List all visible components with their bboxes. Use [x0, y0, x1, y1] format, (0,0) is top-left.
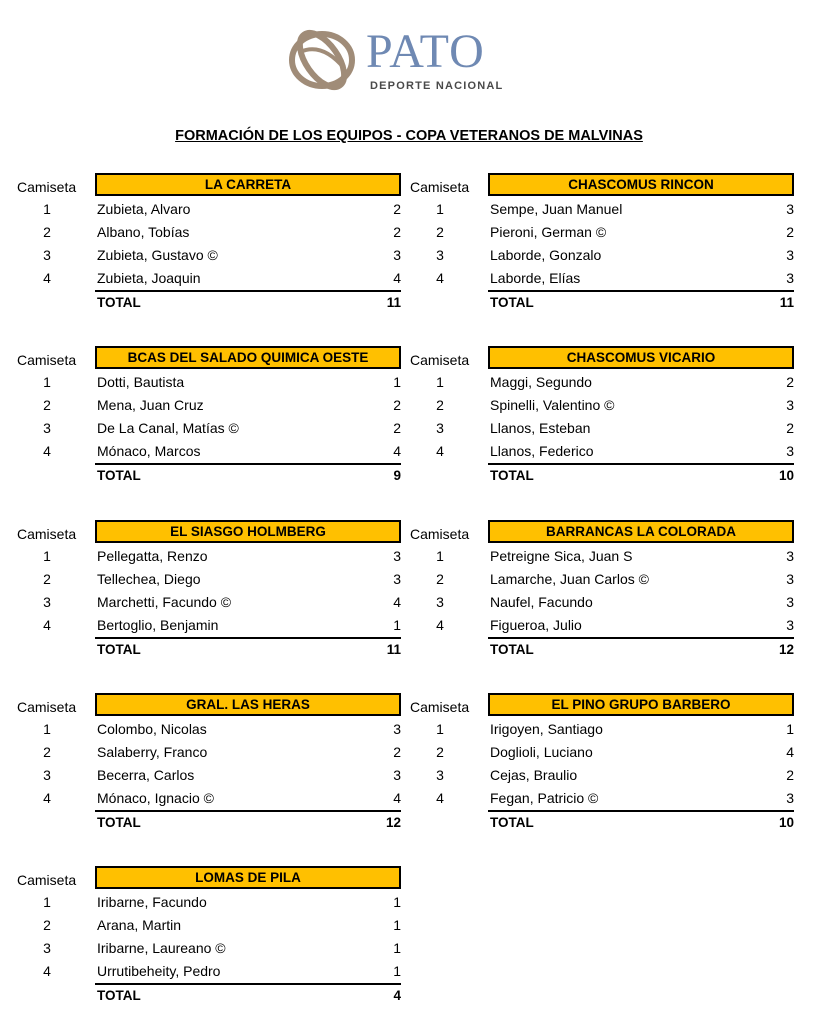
- player-handicap: 4: [393, 443, 401, 459]
- player-handicap: 3: [393, 247, 401, 263]
- player-handicap: 1: [393, 963, 401, 979]
- player-name: Irigoyen, Santiago: [490, 721, 603, 737]
- jersey-number: 3: [43, 767, 51, 783]
- player-name: Zubieta, Alvaro: [97, 201, 191, 217]
- total-label: TOTAL: [97, 642, 141, 657]
- player-handicap: 1: [393, 940, 401, 956]
- jersey-number: 3: [43, 940, 51, 956]
- player-name: Iribarne, Laureano ©: [97, 940, 226, 956]
- total-label: TOTAL: [490, 468, 534, 483]
- total-row: [488, 637, 794, 662]
- jersey-number: 1: [43, 201, 51, 217]
- team-name: LA CARRETA: [95, 173, 401, 196]
- player-row: [17, 591, 407, 614]
- player-row: [17, 960, 407, 983]
- total-label: TOTAL: [490, 815, 534, 830]
- player-handicap: 3: [393, 548, 401, 564]
- player-handicap: 4: [393, 594, 401, 610]
- player-handicap: 3: [786, 594, 794, 610]
- total-value: 11: [779, 295, 794, 310]
- player-name: Bertoglio, Benjamin: [97, 617, 219, 633]
- player-handicap: 1: [393, 917, 401, 933]
- page-title: FORMACIÓN DE LOS EQUIPOS - COPA VETERANOS DE MALVINAS: [175, 128, 643, 144]
- player-handicap: 4: [393, 790, 401, 806]
- team-block: [17, 866, 407, 1016]
- team-block: [410, 173, 800, 323]
- jersey-number: 4: [436, 443, 444, 459]
- total-row: [488, 463, 794, 488]
- player-handicap: 2: [786, 224, 794, 240]
- total-row: [95, 463, 401, 488]
- jersey-number: 4: [43, 617, 51, 633]
- player-row: [17, 764, 407, 787]
- player-name: Lamarche, Juan Carlos ©: [490, 571, 649, 587]
- jersey-number: 1: [436, 548, 444, 564]
- jersey-number: 3: [43, 247, 51, 263]
- player-name: Zubieta, Gustavo ©: [97, 247, 218, 263]
- player-row: [17, 440, 407, 463]
- jersey-number: 3: [436, 594, 444, 610]
- player-row: [410, 417, 800, 440]
- player-handicap: 3: [786, 790, 794, 806]
- player-handicap: 3: [786, 617, 794, 633]
- jersey-number: 1: [436, 201, 444, 217]
- jersey-number: 4: [43, 790, 51, 806]
- player-name: Fegan, Patricio ©: [490, 790, 599, 806]
- player-name: Laborde, Elías: [490, 270, 581, 286]
- player-handicap: 4: [786, 744, 794, 760]
- total-row: [95, 637, 401, 662]
- total-row: [488, 290, 794, 315]
- player-handicap: 3: [786, 443, 794, 459]
- total-label: TOTAL: [490, 642, 534, 657]
- camiseta-label: Camiseta: [17, 352, 77, 368]
- player-row: [17, 937, 407, 960]
- team-name: CHASCOMUS RINCON: [488, 173, 794, 196]
- player-handicap: 1: [786, 721, 794, 737]
- player-handicap: 2: [393, 397, 401, 413]
- team-block: [17, 346, 407, 496]
- player-handicap: 3: [786, 397, 794, 413]
- total-row: [95, 810, 401, 835]
- total-value: 11: [386, 642, 401, 657]
- player-handicap: 3: [786, 247, 794, 263]
- pato-emblem-icon: [284, 22, 364, 98]
- jersey-number: 3: [436, 247, 444, 263]
- player-name: Marchetti, Facundo ©: [97, 594, 232, 610]
- team-name: BCAS DEL SALADO QUIMICA OESTE: [95, 346, 401, 369]
- player-name: Zubieta, Joaquin: [97, 270, 201, 286]
- player-row: [410, 741, 800, 764]
- player-row: [410, 591, 800, 614]
- player-handicap: 2: [393, 201, 401, 217]
- jersey-number: 2: [436, 224, 444, 240]
- player-name: Mónaco, Ignacio ©: [97, 790, 214, 806]
- player-name: Mena, Juan Cruz: [97, 397, 204, 413]
- camiseta-label: Camiseta: [410, 699, 470, 715]
- player-row: [410, 394, 800, 417]
- jersey-number: 1: [436, 721, 444, 737]
- player-handicap: 2: [786, 420, 794, 436]
- total-label: TOTAL: [97, 988, 141, 1003]
- player-name: Doglioli, Luciano: [490, 744, 593, 760]
- player-row: [17, 221, 407, 244]
- player-handicap: 2: [786, 767, 794, 783]
- camiseta-label: Camiseta: [410, 526, 470, 542]
- total-value: 11: [386, 295, 401, 310]
- jersey-number: 2: [43, 917, 51, 933]
- jersey-number: 4: [43, 443, 51, 459]
- player-name: Colombo, Nicolas: [97, 721, 207, 737]
- team-block: [17, 173, 407, 323]
- total-value: 10: [778, 815, 794, 830]
- player-handicap: 3: [393, 721, 401, 737]
- total-value: 12: [778, 642, 794, 657]
- player-row: [17, 787, 407, 810]
- jersey-number: 4: [436, 617, 444, 633]
- player-name: Tellechea, Diego: [97, 571, 201, 587]
- player-name: Pellegatta, Renzo: [97, 548, 208, 564]
- jersey-number: 3: [43, 594, 51, 610]
- player-name: Naufel, Facundo: [490, 594, 593, 610]
- player-name: De La Canal, Matías ©: [97, 420, 239, 436]
- team-block: [410, 520, 800, 670]
- player-row: [17, 244, 407, 267]
- player-handicap: 4: [393, 270, 401, 286]
- player-row: [17, 891, 407, 914]
- player-name: Salaberry, Franco: [97, 744, 208, 760]
- jersey-number: 2: [436, 744, 444, 760]
- player-row: [17, 394, 407, 417]
- jersey-number: 1: [43, 374, 51, 390]
- player-handicap: 3: [786, 548, 794, 564]
- player-name: Pieroni, German ©: [490, 224, 607, 240]
- total-value: 12: [385, 815, 401, 830]
- player-name: Mónaco, Marcos: [97, 443, 201, 459]
- camiseta-label: Camiseta: [17, 526, 77, 542]
- player-row: [410, 440, 800, 463]
- jersey-number: 1: [43, 721, 51, 737]
- player-name: Llanos, Esteban: [490, 420, 591, 436]
- player-name: Figueroa, Julio: [490, 617, 582, 633]
- player-handicap: 1: [393, 894, 401, 910]
- player-row: [17, 614, 407, 637]
- total-row: [488, 810, 794, 835]
- player-row: [410, 718, 800, 741]
- camiseta-label: Camiseta: [17, 699, 77, 715]
- total-label: TOTAL: [490, 295, 534, 310]
- jersey-number: 1: [436, 374, 444, 390]
- jersey-number: 4: [436, 790, 444, 806]
- camiseta-label: Camiseta: [17, 179, 77, 195]
- jersey-number: 4: [43, 270, 51, 286]
- player-handicap: 3: [393, 767, 401, 783]
- team-block: [17, 693, 407, 843]
- player-row: [410, 614, 800, 637]
- jersey-number: 4: [436, 270, 444, 286]
- jersey-number: 2: [436, 397, 444, 413]
- player-name: Becerra, Carlos: [97, 767, 195, 783]
- player-name: Urrutibeheity, Pedro: [97, 963, 221, 979]
- player-row: [17, 371, 407, 394]
- jersey-number: 2: [43, 571, 51, 587]
- team-name: CHASCOMUS VICARIO: [488, 346, 794, 369]
- player-name: Sempe, Juan Manuel: [490, 201, 623, 217]
- logo-subtitle: DEPORTE NACIONAL: [370, 80, 504, 92]
- player-name: Arana, Martin: [97, 917, 182, 933]
- total-row: [95, 290, 401, 315]
- total-value: 9: [393, 468, 401, 483]
- team-block: [17, 520, 407, 670]
- jersey-number: 2: [43, 224, 51, 240]
- player-row: [17, 914, 407, 937]
- team-name: BARRANCAS LA COLORADA: [488, 520, 794, 543]
- jersey-number: 4: [43, 963, 51, 979]
- total-label: TOTAL: [97, 468, 141, 483]
- total-row: [95, 983, 401, 1008]
- player-handicap: 2: [786, 374, 794, 390]
- team-block: [410, 693, 800, 843]
- player-handicap: 3: [786, 571, 794, 587]
- player-handicap: 3: [786, 270, 794, 286]
- player-row: [17, 718, 407, 741]
- logo-word: PATO: [366, 25, 485, 78]
- camiseta-label: Camiseta: [17, 872, 77, 888]
- jersey-number: 3: [43, 420, 51, 436]
- jersey-number: 1: [43, 894, 51, 910]
- player-row: [410, 787, 800, 810]
- player-name: Iribarne, Facundo: [97, 894, 207, 910]
- pato-logo: [284, 22, 544, 98]
- player-row: [410, 221, 800, 244]
- player-row: [410, 198, 800, 221]
- total-label: TOTAL: [97, 815, 141, 830]
- team-name: GRAL. LAS HERAS: [95, 693, 401, 716]
- jersey-number: 3: [436, 767, 444, 783]
- player-row: [410, 267, 800, 290]
- player-name: Albano, Tobías: [97, 224, 190, 240]
- team-block: [410, 346, 800, 496]
- player-row: [17, 417, 407, 440]
- player-name: Spinelli, Valentino ©: [490, 397, 615, 413]
- player-handicap: 1: [393, 617, 401, 633]
- player-row: [17, 568, 407, 591]
- player-row: [17, 545, 407, 568]
- player-handicap: 2: [393, 420, 401, 436]
- player-handicap: 3: [393, 571, 401, 587]
- player-row: [410, 545, 800, 568]
- player-handicap: 2: [393, 224, 401, 240]
- player-row: [410, 371, 800, 394]
- player-handicap: 1: [393, 374, 401, 390]
- player-row: [17, 198, 407, 221]
- player-row: [410, 244, 800, 267]
- total-value: 4: [393, 988, 401, 1003]
- jersey-number: 2: [436, 571, 444, 587]
- player-row: [17, 267, 407, 290]
- camiseta-label: Camiseta: [410, 179, 470, 195]
- team-name: EL SIASGO HOLMBERG: [95, 520, 401, 543]
- player-row: [410, 568, 800, 591]
- jersey-number: 1: [43, 548, 51, 564]
- player-row: [410, 764, 800, 787]
- total-value: 10: [778, 468, 794, 483]
- team-name: EL PINO GRUPO BARBERO: [488, 693, 794, 716]
- total-label: TOTAL: [97, 295, 141, 310]
- player-name: Cejas, Braulio: [490, 767, 578, 783]
- player-name: Dotti, Bautista: [97, 374, 185, 390]
- jersey-number: 2: [43, 744, 51, 760]
- player-name: Llanos, Federico: [490, 443, 594, 459]
- jersey-number: 3: [436, 420, 444, 436]
- player-name: Maggi, Segundo: [490, 374, 592, 390]
- player-name: Petreigne Sica, Juan S: [490, 548, 633, 564]
- camiseta-label: Camiseta: [410, 352, 470, 368]
- player-row: [17, 741, 407, 764]
- team-name: LOMAS DE PILA: [95, 866, 401, 889]
- player-handicap: 3: [786, 201, 794, 217]
- player-name: Laborde, Gonzalo: [490, 247, 602, 263]
- jersey-number: 2: [43, 397, 51, 413]
- player-handicap: 2: [393, 744, 401, 760]
